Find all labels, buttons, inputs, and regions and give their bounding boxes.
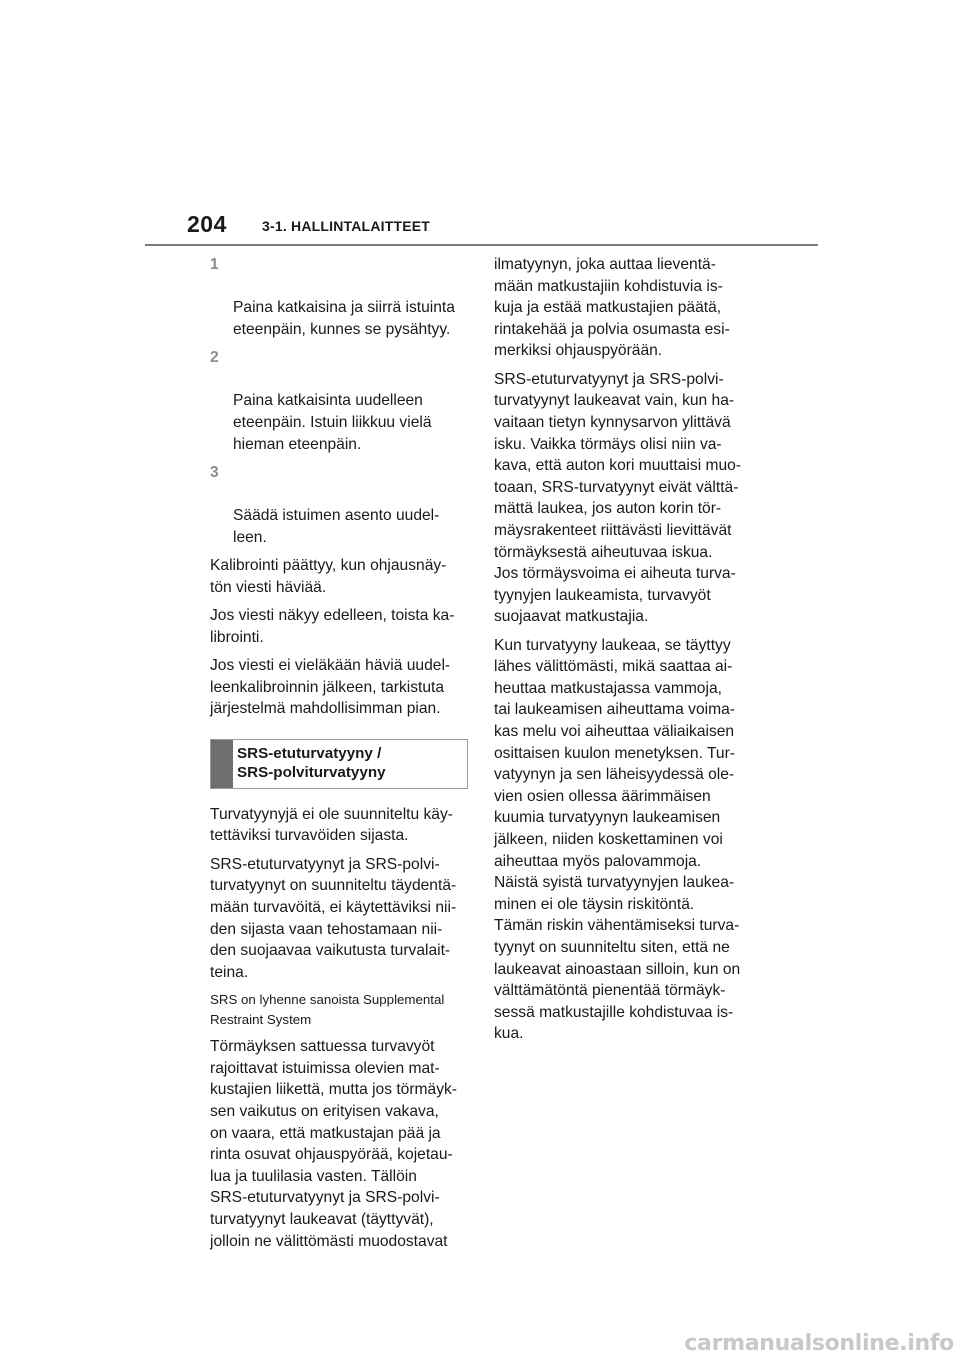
paragraph: Turvatyynyjä ei ole suunniteltu käy- tettäviksi turvavöiden sijasta. (210, 805, 453, 845)
step-3 (210, 462, 472, 548)
step-number: 3 (210, 463, 219, 481)
step-text: Säädä istuimen asento uudel- leen. (233, 507, 440, 546)
step-number: 1 (210, 256, 219, 273)
heading-bar (211, 740, 233, 788)
step-number: 2 (210, 349, 219, 367)
paragraph: SRS-etuturvatyynyt ja SRS-polvi- turvatyynyt laukeavat vain, kun ha- vaitaan tietyn kynnysarvon ylittävä isku. Vaikka törmäys olisi niin va- kava, että auton kori muuttaisi muo- toaan, SRS-turvatyynyt eivät välttä- mättä laukea, jos auton korin tör- mäysrakenteet riittävästi lievittävät törmäyksestä aiheutuvaa iskua. Jos törmäysvoima ei aiheuta turva- tyynyjen laukeamista, turvavyöt suojaavat matkustajia. (494, 370, 742, 626)
abbreviation-note: SRS on lyhenne sanoista Supplemental Restraint System (210, 992, 445, 1027)
section-heading-box (210, 739, 468, 789)
header-divider (145, 244, 818, 246)
section-heading: SRS-etuturvatyyny / SRS-polviturvatyyny (237, 744, 386, 782)
step-2 (210, 347, 472, 455)
paragraph: Kun turvatyyny laukeaa, se täyttyy lähes välittömästi, mikä saattaa ai- heuttaa matkustajassa vammoja, tai laukeamisen aiheuttama voima- kas melu voi aiheuttaa väliaikaisen osittaisen kuulon menetyksen. Tur- vatyynyn ja sen läheisyydessä ole- vien osien ollessa äärimmäisen kuumia turvatyynyn laukeamisen jälkeen, niiden koskettaminen voi aiheuttaa myös palovammoja. Näistä syistä turvatyynyjen laukea- minen ei ole täysin riskitöntä. Tämän riskin vähentämiseksi turva- tyynyt on suunniteltu siten, että ne laukeavat ainoastaan silloin, kun on välttämätöntä pienentää törmäyk- sessä matkustajille kohdistuvaa is- kua. (494, 636, 741, 1043)
paragraph: SRS-etuturvatyynyt ja SRS-polvi- turvatyynyt on suunniteltu täydentä- mään turvavöitä, ei käytettäviksi nii- den sijasta vaan tehostamaan nii- den suojaavaa vaikutusta turvalait- teina. (210, 855, 457, 981)
page-number: 204 (187, 211, 227, 237)
step-1 (210, 254, 472, 340)
paragraph: Jos viesti ei vieläkään häviä uudel- leenkalibroinnin jälkeen, tarkistuta järjestelmä mahdollisimman pian. (210, 657, 451, 718)
paragraph: Kalibrointi päättyy, kun ohjausnäy- tön viesti häviää. (210, 557, 447, 596)
step-text: Paina katkaisinta uudelleen eteenpäin. Istuin liikkuu vielä hieman eteenpäin. (233, 392, 432, 453)
paragraph: ilmatyynyn, joka auttaa lieventä- mään matkustajiin kohdistuvia is- kuja ja estää matkustajien päätä, rintakehää ja polvia osumasta esi- merkiksi ohjauspyörään. (494, 256, 730, 360)
paragraph: Jos viesti näkyy edelleen, toista ka- librointi. (210, 607, 455, 646)
step-text: Paina katkaisina ja siirrä istuinta eteenpäin, kunnes se pysähtyy. (233, 299, 455, 338)
section-title: 3-1. HALLINTALAITTEET (262, 218, 431, 234)
paragraph: Törmäyksen sattuessa turvavyöt rajoittavat istuimissa olevien mat- kustajien liikettä, mutta jos törmäyk- sen vaikutus on erityisen vakava, on vaara, että matkustajan pää ja rinta osuvat ohjauspyörää, kojetau- lua ja tuulilasia vasten. Tällöin SRS-etuturvatyynyt ja SRS-polvi- turvatyynyt laukeavat (täyttyvät), jolloin ne välittömästi muodostavat (210, 1038, 457, 1250)
left-column (210, 254, 472, 1259)
watermark: carmanualsonline.info (684, 1331, 954, 1356)
right-column (494, 254, 754, 1052)
